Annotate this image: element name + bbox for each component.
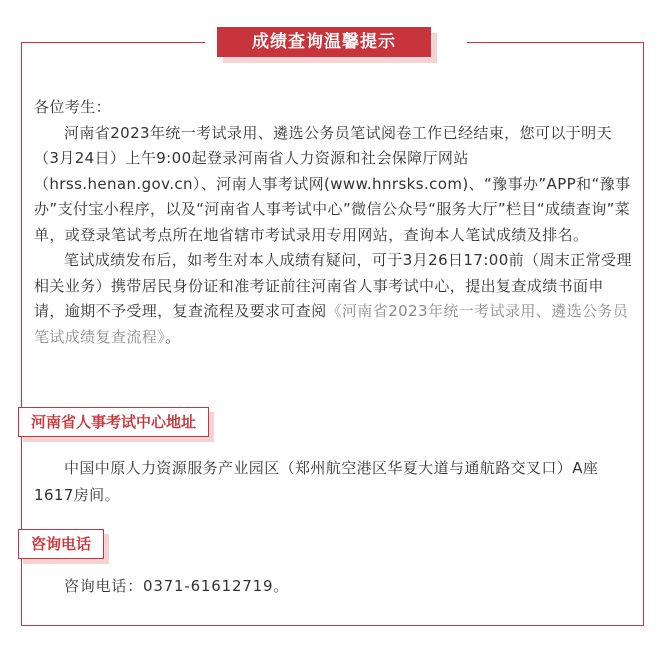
review-procedure-link[interactable]: 《河南省2023年统一考试录用、遴选公务员笔试成绩复查流程》 — [34, 302, 629, 346]
address-text: 中国中原人力资源服务产业园区（郑州航空港区华夏大道与通航路交叉口）A座1617房间。 — [34, 459, 599, 504]
paragraph-review — [34, 248, 634, 350]
phone-section-label: 咨询电话 — [18, 529, 104, 559]
notice-body — [34, 95, 634, 350]
greeting: 各位考生： — [34, 98, 112, 116]
paragraph-score-query: 河南省2023年统一考试录用、遴选公务员笔试阅卷工作已经结束，您可以于明天（3月24日）上午9:00起登录河南省人力资源和社会保障厅网站（hrss.henan.gov.cn）、河南人事考试网(www.hnrsks.com)、“豫事办”APP和“豫事办”支付宝小程序，以及“河南省人事考试中心”微信公众号“服务大厅”栏目“成绩查询”菜单，或登录笔试考点所在地省辖市考试录用专用网站，查询本人笔试成绩及排名。 — [34, 123, 631, 244]
address-section-label: 河南省人事考试中心地址 — [18, 407, 209, 437]
phone-text: 咨询电话：0371-61612719。 — [64, 577, 290, 595]
review-text: 笔试成绩发布后，如考生对本人成绩有疑问，可于3月26日17:00前（周末正常受理相关业务）携带居民身份证和准考证前往河南省人事考试中心，提出复查成绩书面申请，逾期不予受理，复查流程及要求可查阅 — [34, 251, 632, 320]
review-text-end: 。 — [165, 327, 181, 346]
title-banner — [217, 27, 441, 65]
page-title: 成绩查询温馨提示 — [217, 27, 431, 57]
